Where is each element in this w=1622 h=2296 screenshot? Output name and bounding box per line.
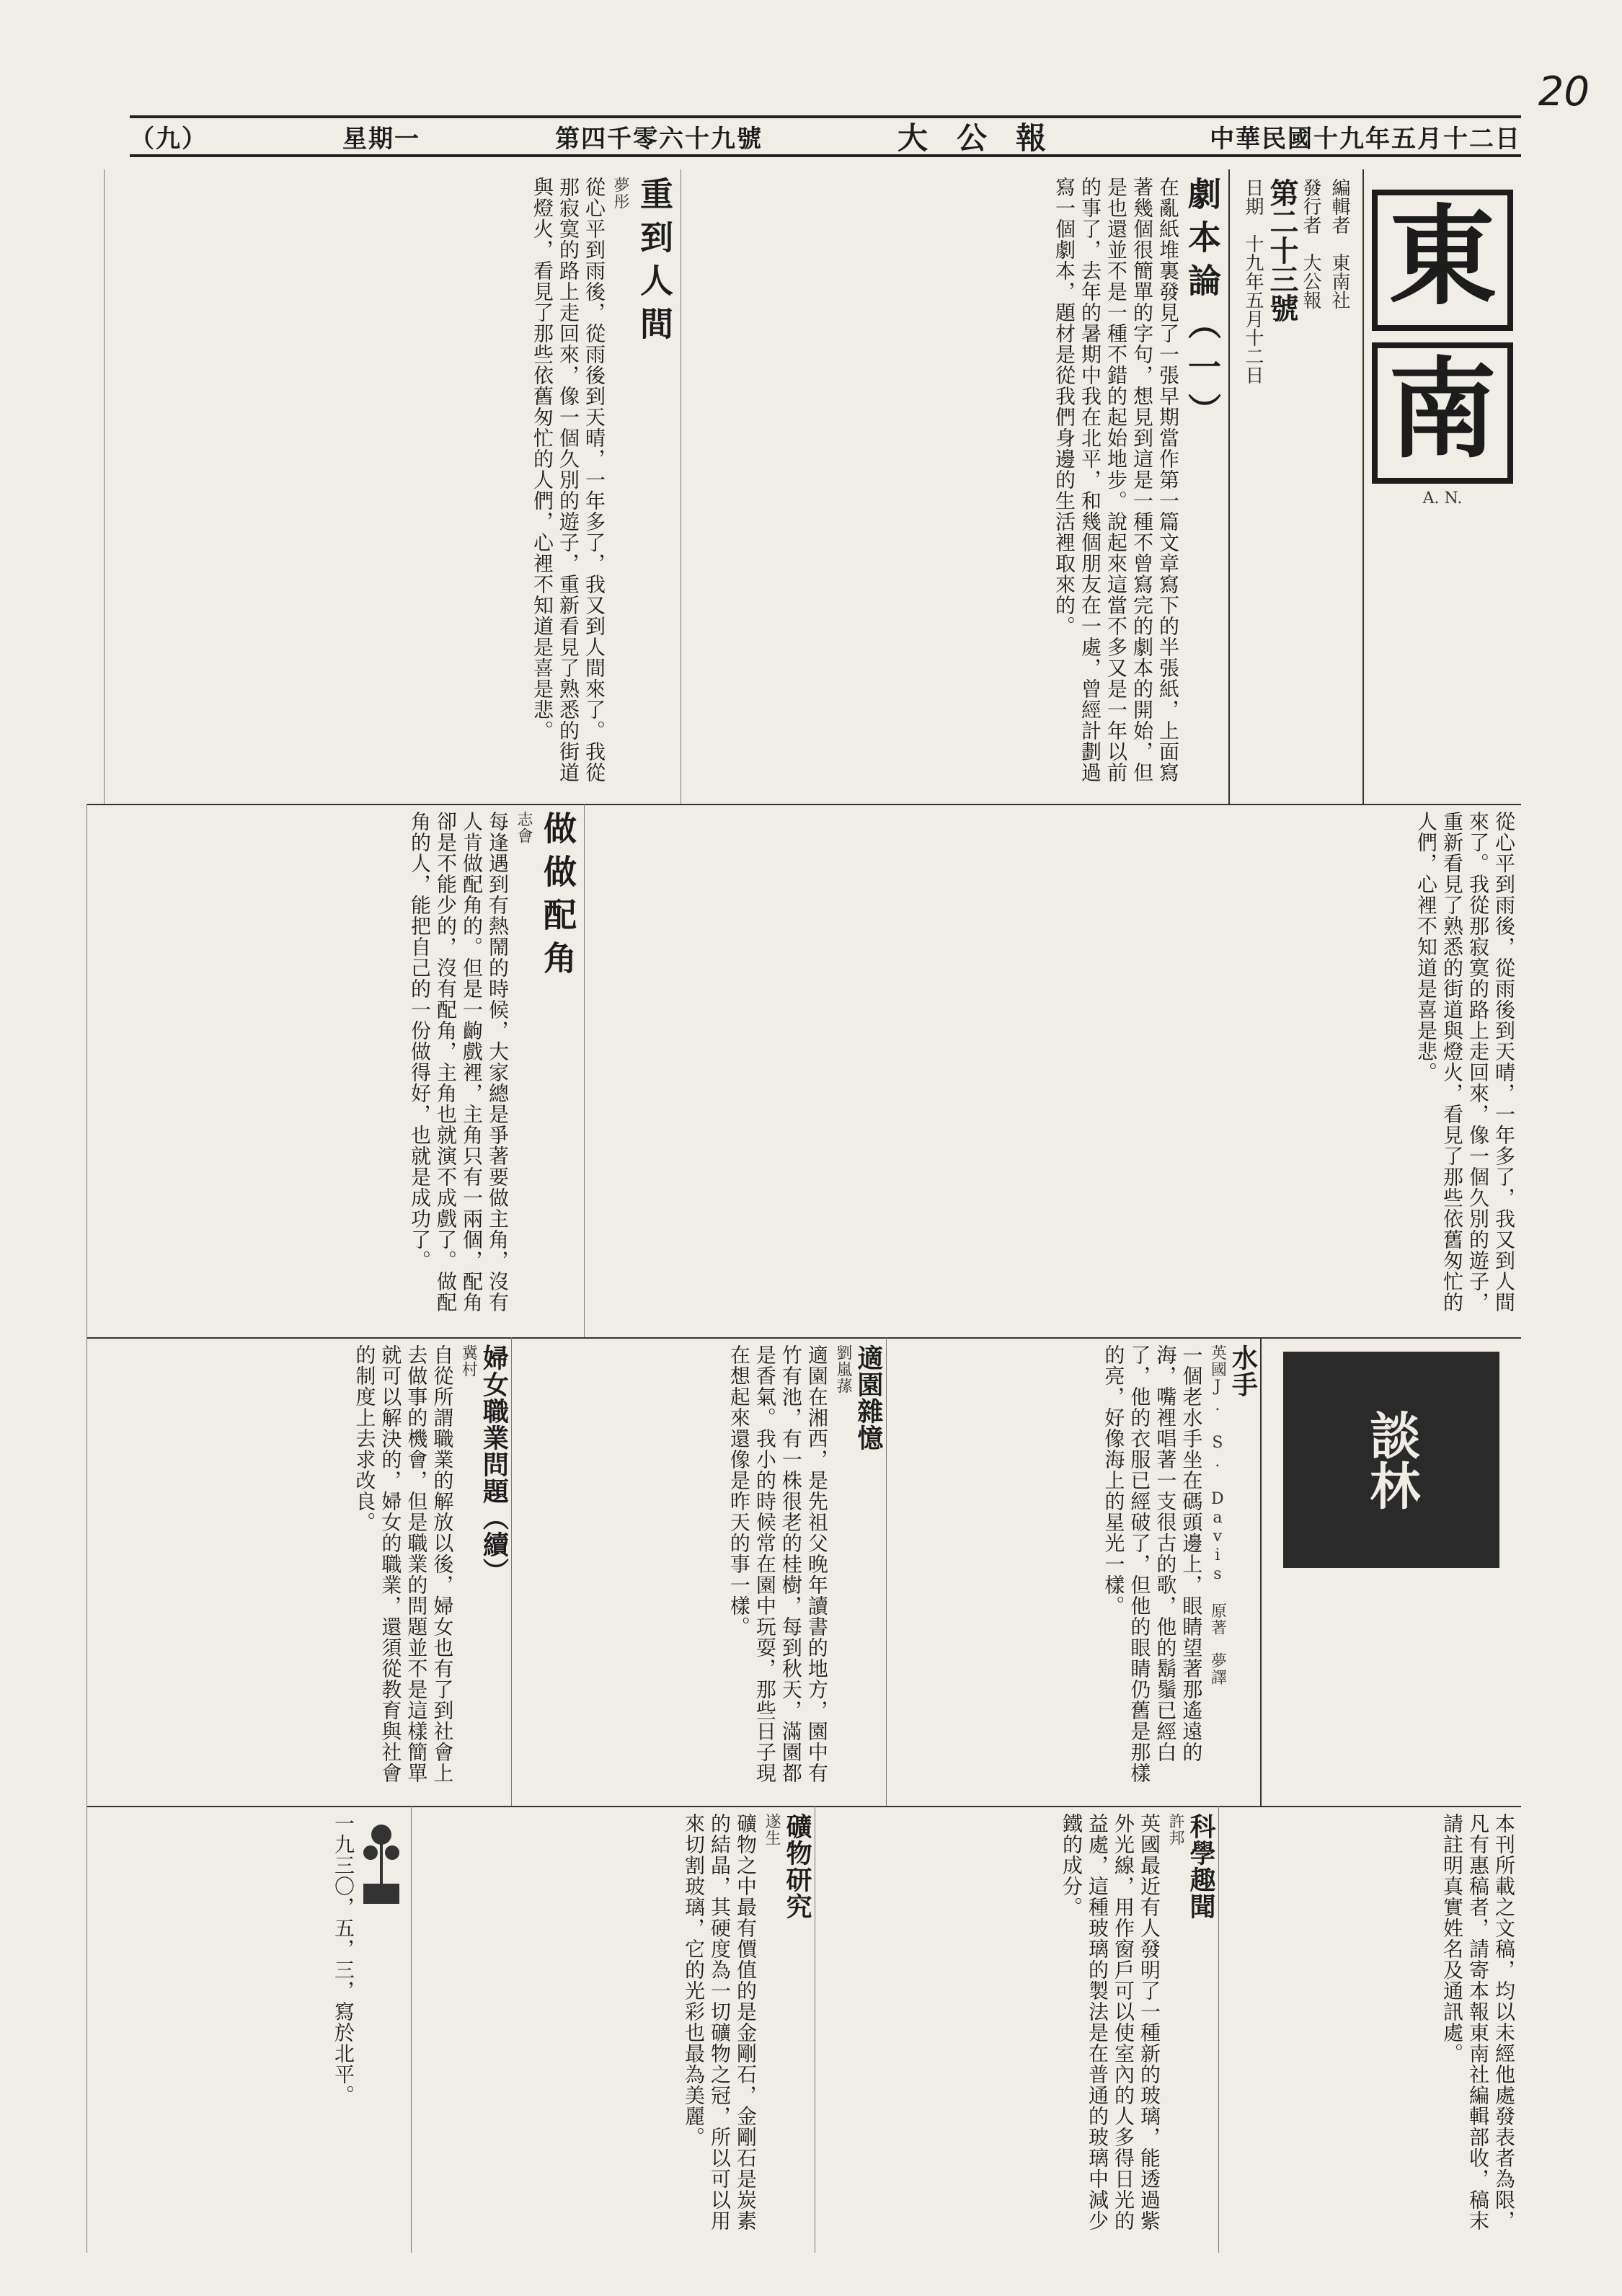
publisher-line: 發行者 大公報	[1300, 178, 1321, 309]
garden-title: 適園雜憶	[853, 1344, 884, 1451]
logo-char-2: 南	[1372, 342, 1513, 484]
women-title: 婦女職業問題（續）	[479, 1344, 510, 1584]
return-article	[104, 169, 681, 804]
sailor-article	[886, 1337, 1260, 1806]
notice-box	[1218, 1806, 1521, 2253]
mineral-article	[411, 1806, 815, 2253]
garden-article	[511, 1337, 885, 1806]
poem-box	[87, 1806, 411, 2253]
notice-text: 本刊所載之文稿，均以未經他處發表者為限，凡有惠稿者，請寄本報東南社編輯部收，稿末請註明真實姓名及通訊處。	[1440, 1813, 1516, 2231]
drama-title: 劇本論（一）	[1183, 177, 1222, 436]
masthead	[130, 115, 1521, 157]
masthead-sheet: （九）	[130, 124, 208, 154]
issue-number: 第二十三號	[1265, 178, 1299, 322]
mineral-body: 礦物之中最有價值的是金剛石，金剛石是炭素的結晶，其硬度為一切礦物之冠，所以可以用來切割玻璃，它的光彩也最為美麗。	[682, 1813, 758, 2231]
supplement-logo	[1362, 169, 1521, 804]
science-author: 許邦	[1166, 1813, 1184, 1846]
science-title: 科學趣聞	[1186, 1813, 1216, 1920]
role-title: 做做配角	[539, 811, 577, 984]
return-author: 夢彤	[611, 177, 629, 210]
issue-date-line: 日期 十九年五月十二日	[1242, 178, 1264, 384]
row-lower	[87, 1337, 1521, 1807]
women-body: 自從所謂職業的解放以後，婦女也有了到社會上去做事的機會，但是職業的問題並不是這樣簡單就可以解決的，婦女的職業，還須從教育與社會的制度上去求改良。	[353, 1344, 455, 1783]
row-top	[87, 169, 1521, 805]
flower-ornament-icon	[356, 1820, 407, 1907]
logo-author-tag: A. N.	[1422, 489, 1463, 507]
row-middle	[87, 804, 1521, 1339]
mineral-author: 遂生	[763, 1813, 781, 1846]
sailor-body: 一個老水手坐在碼頭邊上，眼睛望著那遙遠的海，嘴裡唱著一支很古的歌，他的鬍鬚已經白了，他的衣服已經破了，但他的眼睛仍舊是那樣的亮，好像海上的星光一樣。	[1102, 1344, 1204, 1783]
drama-body: 在亂紙堆裏發見了一張早期當作第一篇文章寫下的半張紙，上面寫著幾個很簡單的字句，想見到這是一種不曾寫完的劇本的開始，但是也還並不是一種不錯的起始地步。說起來這當不多又是一年以前的事了，去年的暑期中我在北平，和幾個朋友在一處，曾經計劃過寫一個劇本，題材是從我們身邊的生活裡取來的。	[1052, 177, 1180, 783]
role-author: 志會	[515, 811, 533, 844]
women-article	[87, 1337, 511, 1806]
sailor-title: 水手	[1228, 1344, 1259, 1398]
drama-article	[681, 169, 1228, 804]
page-number: 20	[1538, 68, 1590, 115]
role-body: 每逢遇到有熱鬧的時候，大家總是爭著要做主角，沒有人肯做配角的。但是一齣戲裡，主角只有一兩個，配角卻是不能少的，沒有配角，主角也就演不成戲了。做配角的人，能把自己的一份做得好，也就是成功了。	[408, 811, 510, 1313]
issue-box	[1228, 169, 1362, 804]
logo-char-1: 東	[1372, 190, 1513, 331]
women-author: 冀村	[459, 1344, 478, 1378]
return-continued-body: 從心平到雨後，從雨後到天晴，一年多了，我又到人間來了。我從那寂寞的路上走回來，像一個久別的遊子，重新看見了熟悉的街道與燈火，看見了那些依舊匆忙的人們，心裡不知道是喜是悲。	[1414, 811, 1516, 1313]
sailor-author: 英國J. S. Davis 原著 夢譯	[1208, 1344, 1227, 1685]
masthead-date: 中華民國十九年五月十二日	[1209, 124, 1521, 154]
science-article	[815, 1806, 1218, 2253]
garden-author: 劉嵐蓀	[833, 1344, 852, 1394]
masthead-paper: 大公報	[897, 120, 1075, 156]
mineral-title: 礦物研究	[782, 1813, 812, 1920]
row-bottom	[87, 1806, 1521, 2253]
return-body: 從心平到雨後，從雨後到天晴，一年多了，我又到人間來了。我從那寂寞的路上走回來，像一個久別的遊子，重新看見了熟悉的街道與燈火，看見了那些依舊匆忙的人們，心裡不知道是喜是悲。	[531, 177, 606, 783]
return-title: 重到人間	[635, 177, 674, 350]
editor-line: 編輯者 東南社	[1329, 178, 1350, 309]
science-body: 英國最近有人發明了一種新的玻璃，能透過紫外光線，用作窗戶可以使室內的人多得日光的益處，這種玻璃的製法是在普通的玻璃中減少鐵的成分。	[1060, 1813, 1161, 2231]
poem-text: 一九三〇，五，三，寫於北平。	[332, 1813, 355, 2106]
woodcut-image: 談林	[1283, 1352, 1499, 1568]
masthead-weekday: 星期一	[342, 124, 420, 154]
garden-body: 適園在湘西，是先祖父晚年讀書的地方，園中有竹有池，有一株很老的桂樹，每到秋天，滿園都是香氣。我小的時候常在園中玩耍，那些日子現在想起來還像是昨天的事一樣。	[727, 1344, 829, 1783]
content-area	[87, 169, 1521, 2253]
woodcut-box	[1260, 1337, 1521, 1806]
return-continued	[584, 804, 1521, 1337]
role-article	[87, 804, 584, 1337]
masthead-issue: 第四千零六十九號	[554, 124, 763, 154]
